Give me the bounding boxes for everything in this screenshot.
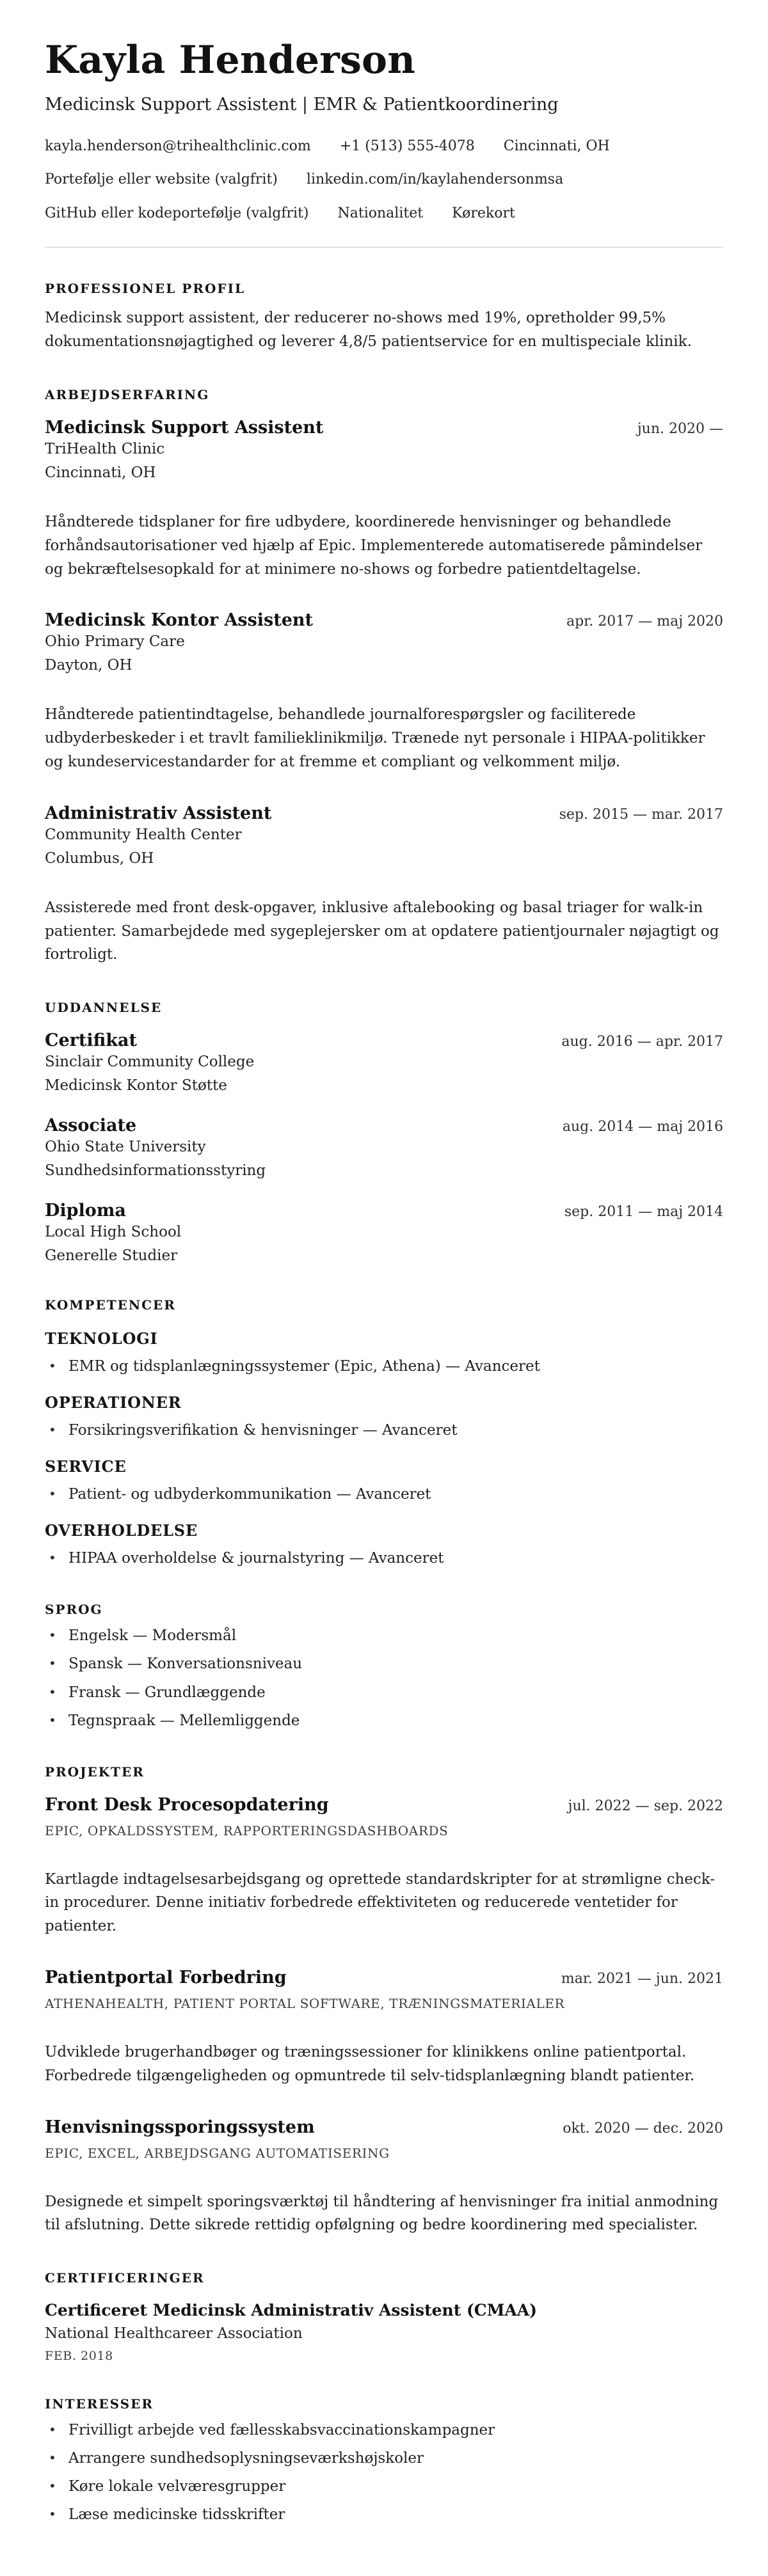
education-entry	[45, 1116, 723, 1179]
project-title: Patientportal Forbedring	[45, 1968, 287, 1987]
education-entry	[45, 1201, 723, 1264]
skill-group-technology	[45, 1329, 723, 1377]
skills-heading: KOMPETENCER	[45, 1297, 176, 1313]
job-dates: jun. 2020 —	[637, 421, 723, 438]
language-item: • Fransk — Grundlæggende	[45, 1683, 723, 1703]
skill-group-name: TEKNOLOGI	[45, 1329, 158, 1348]
degree-title: Diploma	[45, 1201, 126, 1221]
linkedin-text: linkedin.com/in/kaylahendersonmsa	[306, 171, 564, 188]
certification-entry	[45, 2301, 723, 2363]
project-stack: ATHENAHEALTH, PATIENT PORTAL SOFTWARE, TRÆNINGSMATERIALER	[45, 1996, 565, 2011]
job-dates: sep. 2015 — mar. 2017	[559, 806, 723, 823]
languages-heading: SPROG	[45, 1602, 103, 1618]
phone-text: +1 (513) 555-4078	[339, 138, 475, 154]
education-dates: aug. 2016 — apr. 2017	[561, 1034, 723, 1050]
contact-row-1	[45, 138, 723, 156]
project-entry	[45, 2117, 723, 2238]
education-heading: UDDANNELSE	[45, 1000, 163, 1016]
job-location: Dayton, OH	[45, 657, 132, 674]
project-title: Henvisningssporingssystem	[45, 2117, 315, 2137]
interest-item: • Arrangere sundhedsoplysningseværkshøjskoler	[45, 2449, 723, 2469]
projects-heading: PROJEKTER	[45, 1764, 145, 1780]
education-header	[45, 1201, 723, 1221]
language-list	[45, 1626, 723, 1730]
interests-heading: INTERESSER	[45, 2396, 154, 2412]
location-text: Cincinnati, OH	[503, 138, 610, 154]
section-skills	[45, 1297, 723, 1569]
interest-item: • Frivilligt arbejde ved fællesskabsvaccinationskampagner	[45, 2421, 723, 2440]
skill-group-name: OPERATIONER	[45, 1393, 182, 1412]
skill-item: • HIPAA overholdelse & journalstyring — Avanceret	[45, 1549, 723, 1569]
github-placeholder-text: GitHub eller kodeportefølje (valgfrit)	[45, 205, 309, 221]
job-location: Cincinnati, OH	[45, 464, 156, 482]
job-dates: apr. 2017 — maj 2020	[566, 613, 723, 630]
skill-group-name: SERVICE	[45, 1457, 127, 1476]
project-stack: EPIC, EXCEL, ARBEJDSGANG AUTOMATISERING	[45, 2145, 390, 2161]
degree-title: Certifikat	[45, 1031, 137, 1051]
project-description: Udviklede brugerhandbøger og træningssessioner for klinikkens online patientportal. Forbedrede tilgængeligheden og opmuntrede til selv-tidsplanlægning blandt patienter.	[45, 2044, 695, 2084]
section-experience	[45, 387, 723, 967]
section-projects	[45, 1764, 723, 2238]
certification-name: Certificeret Medicinsk Administrativ Assistent (CMAA)	[45, 2301, 537, 2320]
job-description: Håndterede patientindtagelse, behandlede journalforespørgsler og faciliterede udbyderbeskeder i et travlt familieklinikmiljø. Trænede nyt personale i HIPAA-politikker og kundeservicestandarder for at fremme et compliant og velkomment miljø.	[45, 706, 705, 771]
section-languages	[45, 1602, 723, 1730]
language-item: • Engelsk — Modersmål	[45, 1626, 723, 1646]
education-dates: sep. 2011 — maj 2014	[564, 1204, 723, 1221]
person-name: Kayla Henderson	[45, 38, 416, 83]
job-location: Columbus, OH	[45, 849, 154, 867]
project-dates: jul. 2022 — sep. 2022	[568, 1798, 723, 1814]
skill-group-name: OVERHOLDELSE	[45, 1521, 198, 1540]
contact-row-2	[45, 171, 723, 189]
job-description: Håndterede tidsplaner for fire udbydere, koordinerede henvisninger og behandlede forhåndsautorisationer ved hjælp af Epic. Implementerede automatiserede påmindelser og bekræftelsesopkald for at minimere no-shows og forbedre patientdeltagelse.	[45, 514, 703, 578]
certifications-heading: CERTIFICERINGER	[45, 2270, 205, 2286]
language-item: • Tegnspraak — Mellemliggende	[45, 1711, 723, 1731]
job-title: Administrativ Assistent	[45, 803, 272, 823]
section-education	[45, 1000, 723, 1264]
skill-group-operations	[45, 1393, 723, 1441]
section-interests	[45, 2396, 723, 2525]
project-header	[45, 1968, 723, 1987]
certification-date: FEB. 2018	[45, 2349, 113, 2364]
project-entry	[45, 1968, 723, 2088]
header-divider	[45, 247, 723, 248]
section-profile	[45, 281, 723, 354]
resume-header	[45, 38, 723, 223]
skill-list	[45, 1357, 723, 1377]
experience-heading: ARBEJDSERFARING	[45, 387, 210, 403]
school-name: Sinclair Community College	[45, 1054, 255, 1071]
skill-group-compliance	[45, 1521, 723, 1569]
job-company: Community Health Center	[45, 826, 242, 843]
headline: Medicinsk Support Assistent | EMR & Patientkoordinering	[45, 94, 559, 115]
school-name: Ohio State University	[45, 1139, 206, 1156]
interest-list	[45, 2421, 723, 2525]
education-entry	[45, 1031, 723, 1094]
interest-item: • Læse medicinske tidsskrifter	[45, 2505, 723, 2525]
school-name: Local High School	[45, 1224, 182, 1241]
field-of-study: Sundhedsinformationsstyring	[45, 1162, 266, 1180]
job-header	[45, 418, 723, 438]
nationality-text: Nationalitet	[337, 205, 424, 221]
project-header	[45, 1795, 723, 1815]
skill-item: • EMR og tidsplanlægningssystemer (Epic, Athena) — Avanceret	[45, 1357, 723, 1377]
project-description: Designede et simpelt sporingsværktøj til håndtering af henvisninger fra initial anmodning til afslutning. Dette sikrede rettidig opfølgning og bedre koordinering med specialister.	[45, 2193, 719, 2234]
job-title: Medicinsk Kontor Assistent	[45, 610, 314, 631]
job-description: Assisterede med front desk-opgaver, inklusive aftalebooking og basal triager for walk-in patienter. Samarbejdede med sygeplejersker om at opdatere patientjournaler nøjagtigt og fortroligt.	[45, 899, 719, 963]
project-title: Front Desk Procesopdatering	[45, 1794, 329, 1815]
field-of-study: Medicinsk Kontor Støtte	[45, 1077, 227, 1094]
job-header	[45, 610, 723, 630]
project-entry	[45, 1795, 723, 1938]
job-company: TriHealth Clinic	[45, 441, 165, 458]
language-item: • Spansk — Konversationsniveau	[45, 1654, 723, 1674]
drivers-license-text: Kørekort	[452, 205, 515, 221]
project-stack: EPIC, OPKALDSSYSTEM, RAPPORTERINGSDASHBOARDS	[45, 1822, 449, 1838]
skill-list	[45, 1485, 723, 1505]
project-dates: mar. 2021 — jun. 2021	[561, 1971, 723, 1987]
section-certifications	[45, 2270, 723, 2363]
skill-list	[45, 1549, 723, 1569]
education-header	[45, 1116, 723, 1135]
job-entry	[45, 610, 723, 773]
email-text: kayla.henderson@trihealthclinic.com	[45, 138, 311, 154]
contact-row-3	[45, 205, 723, 223]
profile-text: Medicinsk support assistent, der reducerer no-shows med 19%, opretholder 99,5% dokumentationsnøjagtighed og leverer 4,8/5 patientservice for en multispeciale klinik.	[45, 310, 692, 351]
job-title: Medicinsk Support Assistent	[45, 418, 324, 438]
profile-heading: PROFESSIONEL PROFIL	[45, 281, 245, 297]
skill-item: • Forsikringsverifikation & henvisninger — Avanceret	[45, 1421, 723, 1441]
certification-issuer: National Healthcareer Association	[45, 2325, 303, 2343]
job-entry	[45, 803, 723, 967]
project-dates: okt. 2020 — dec. 2020	[563, 2120, 723, 2137]
interest-item: • Køre lokale velværesgrupper	[45, 2477, 723, 2497]
project-header	[45, 2117, 723, 2137]
degree-title: Associate	[45, 1116, 137, 1136]
job-header	[45, 803, 723, 823]
job-entry	[45, 418, 723, 581]
job-company: Ohio Primary Care	[45, 633, 185, 651]
project-description: Kartlagde indtagelsesarbejdsgang og oprettede standardskripter for at strømligne check-in procedurer. Denne initiativ forbedrede effektiviteten og reducerede ventetider for patienter.	[45, 1870, 716, 1935]
portfolio-placeholder-text: Portefølje eller website (valgfrit)	[45, 171, 278, 188]
education-dates: aug. 2014 — maj 2016	[562, 1119, 723, 1135]
skill-list	[45, 1421, 723, 1441]
field-of-study: Generelle Studier	[45, 1247, 178, 1265]
skill-group-service	[45, 1457, 723, 1505]
education-header	[45, 1031, 723, 1050]
skill-item: • Patient- og udbyderkommunikation — Avanceret	[45, 1485, 723, 1505]
